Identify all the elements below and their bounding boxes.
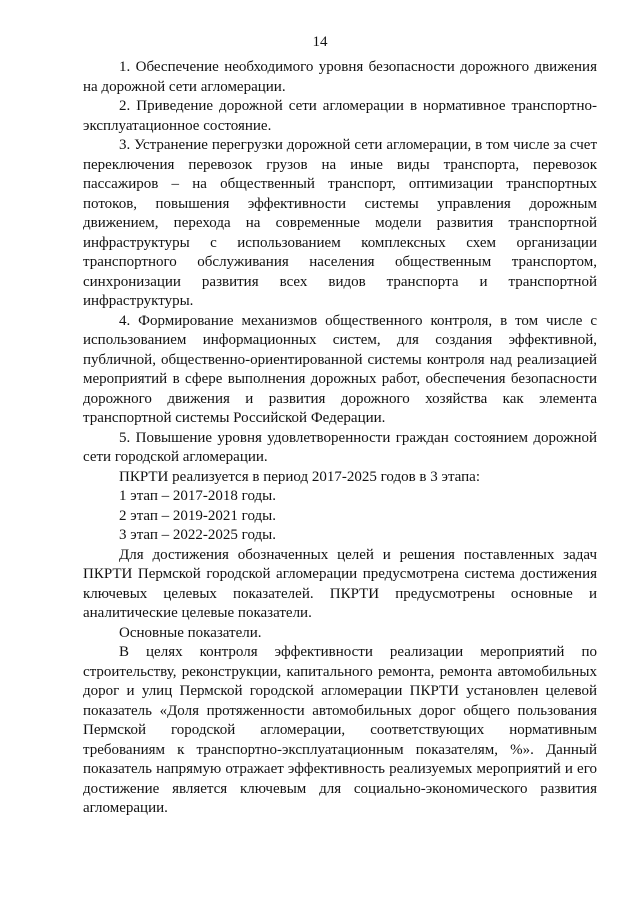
paragraph-goal-2: 2. Приведение дорожной сети агломерации в нормативное транспортно-эксплуатационное состояние.: [83, 98, 597, 134]
paragraph-stages-intro: ПКРТИ реализуется в период 2017-2025 годов в 3 этапа:: [119, 468, 480, 485]
paragraph-goal-3: 3. Устранение перегрузки дорожной сети агломерации, в том числе за счет переключения перевозок грузов на иные виды транспорта, перевозок пассажиров – на общественный транспорт, оптимизации транспортных потоков, повышения эффективности системы управления дорожным движением, перехода на современные модели развития транспортной инфраструктуры с использованием комплексных схем организации транспортного обслуживания населения общественным транспортом, синхронизации развития всех видов транспорта и транспортной инфраструктуры.: [83, 137, 597, 309]
paragraph-stage-1: 1 этап – 2017-2018 годы.: [119, 488, 276, 504]
page-number: 14: [312, 34, 328, 50]
document-body: [83, 58, 597, 819]
paragraph-goal-4: 4. Формирование механизмов общественного контроля, в том числе с использованием информационных систем, для создания эффективной, публичной, общественно-ориентированной системы контроля над реализацией мероприятий в сфере выполнения дорожных работ, обеспечения безопасности дорожного движения и развития дорожного хозяйства как элемента транспортной системы Российской Федерации.: [83, 312, 597, 426]
paragraph-goal-5: 5. Повышение уровня удовлетворенности граждан состоянием дорожной сети городской агломерации.: [83, 429, 597, 465]
paragraph-stage-3: 3 этап – 2022-2025 годы.: [119, 527, 276, 543]
paragraph-main-indicators-heading: Основные показатели.: [119, 624, 262, 641]
paragraph-indicators-system: Для достижения обозначенных целей и решения поставленных задач ПКРТИ Пермской городской агломерации предусмотрена система достижения ключевых целевых показателей. ПКРТИ предусмотрены основные и аналитические целевые показатели.: [83, 546, 597, 621]
paragraph-goal-1: 1. Обеспечение необходимого уровня безопасности дорожного движения на дорожной сети агломерации.: [83, 59, 597, 95]
paragraph-target-indicator: В целях контроля эффективности реализации мероприятий по строительству, реконструкции, капитального ремонта, ремонта автомобильных дорог и улиц Пермской городской агломерации ПКРТИ установлен целевой показатель «Доля протяженности автомобильных дорог общего пользования Пермской городской агломерации, соответствующих нормативным требованиям к транспортно-эксплуатационным показателям, %». Данный показатель напрямую отражает эффективность реализуемых мероприятий и его достижение является ключевым для социально-экономического развития агломерации.: [83, 644, 597, 816]
paragraph-stage-2: 2 этап – 2019-2021 годы.: [119, 507, 276, 524]
